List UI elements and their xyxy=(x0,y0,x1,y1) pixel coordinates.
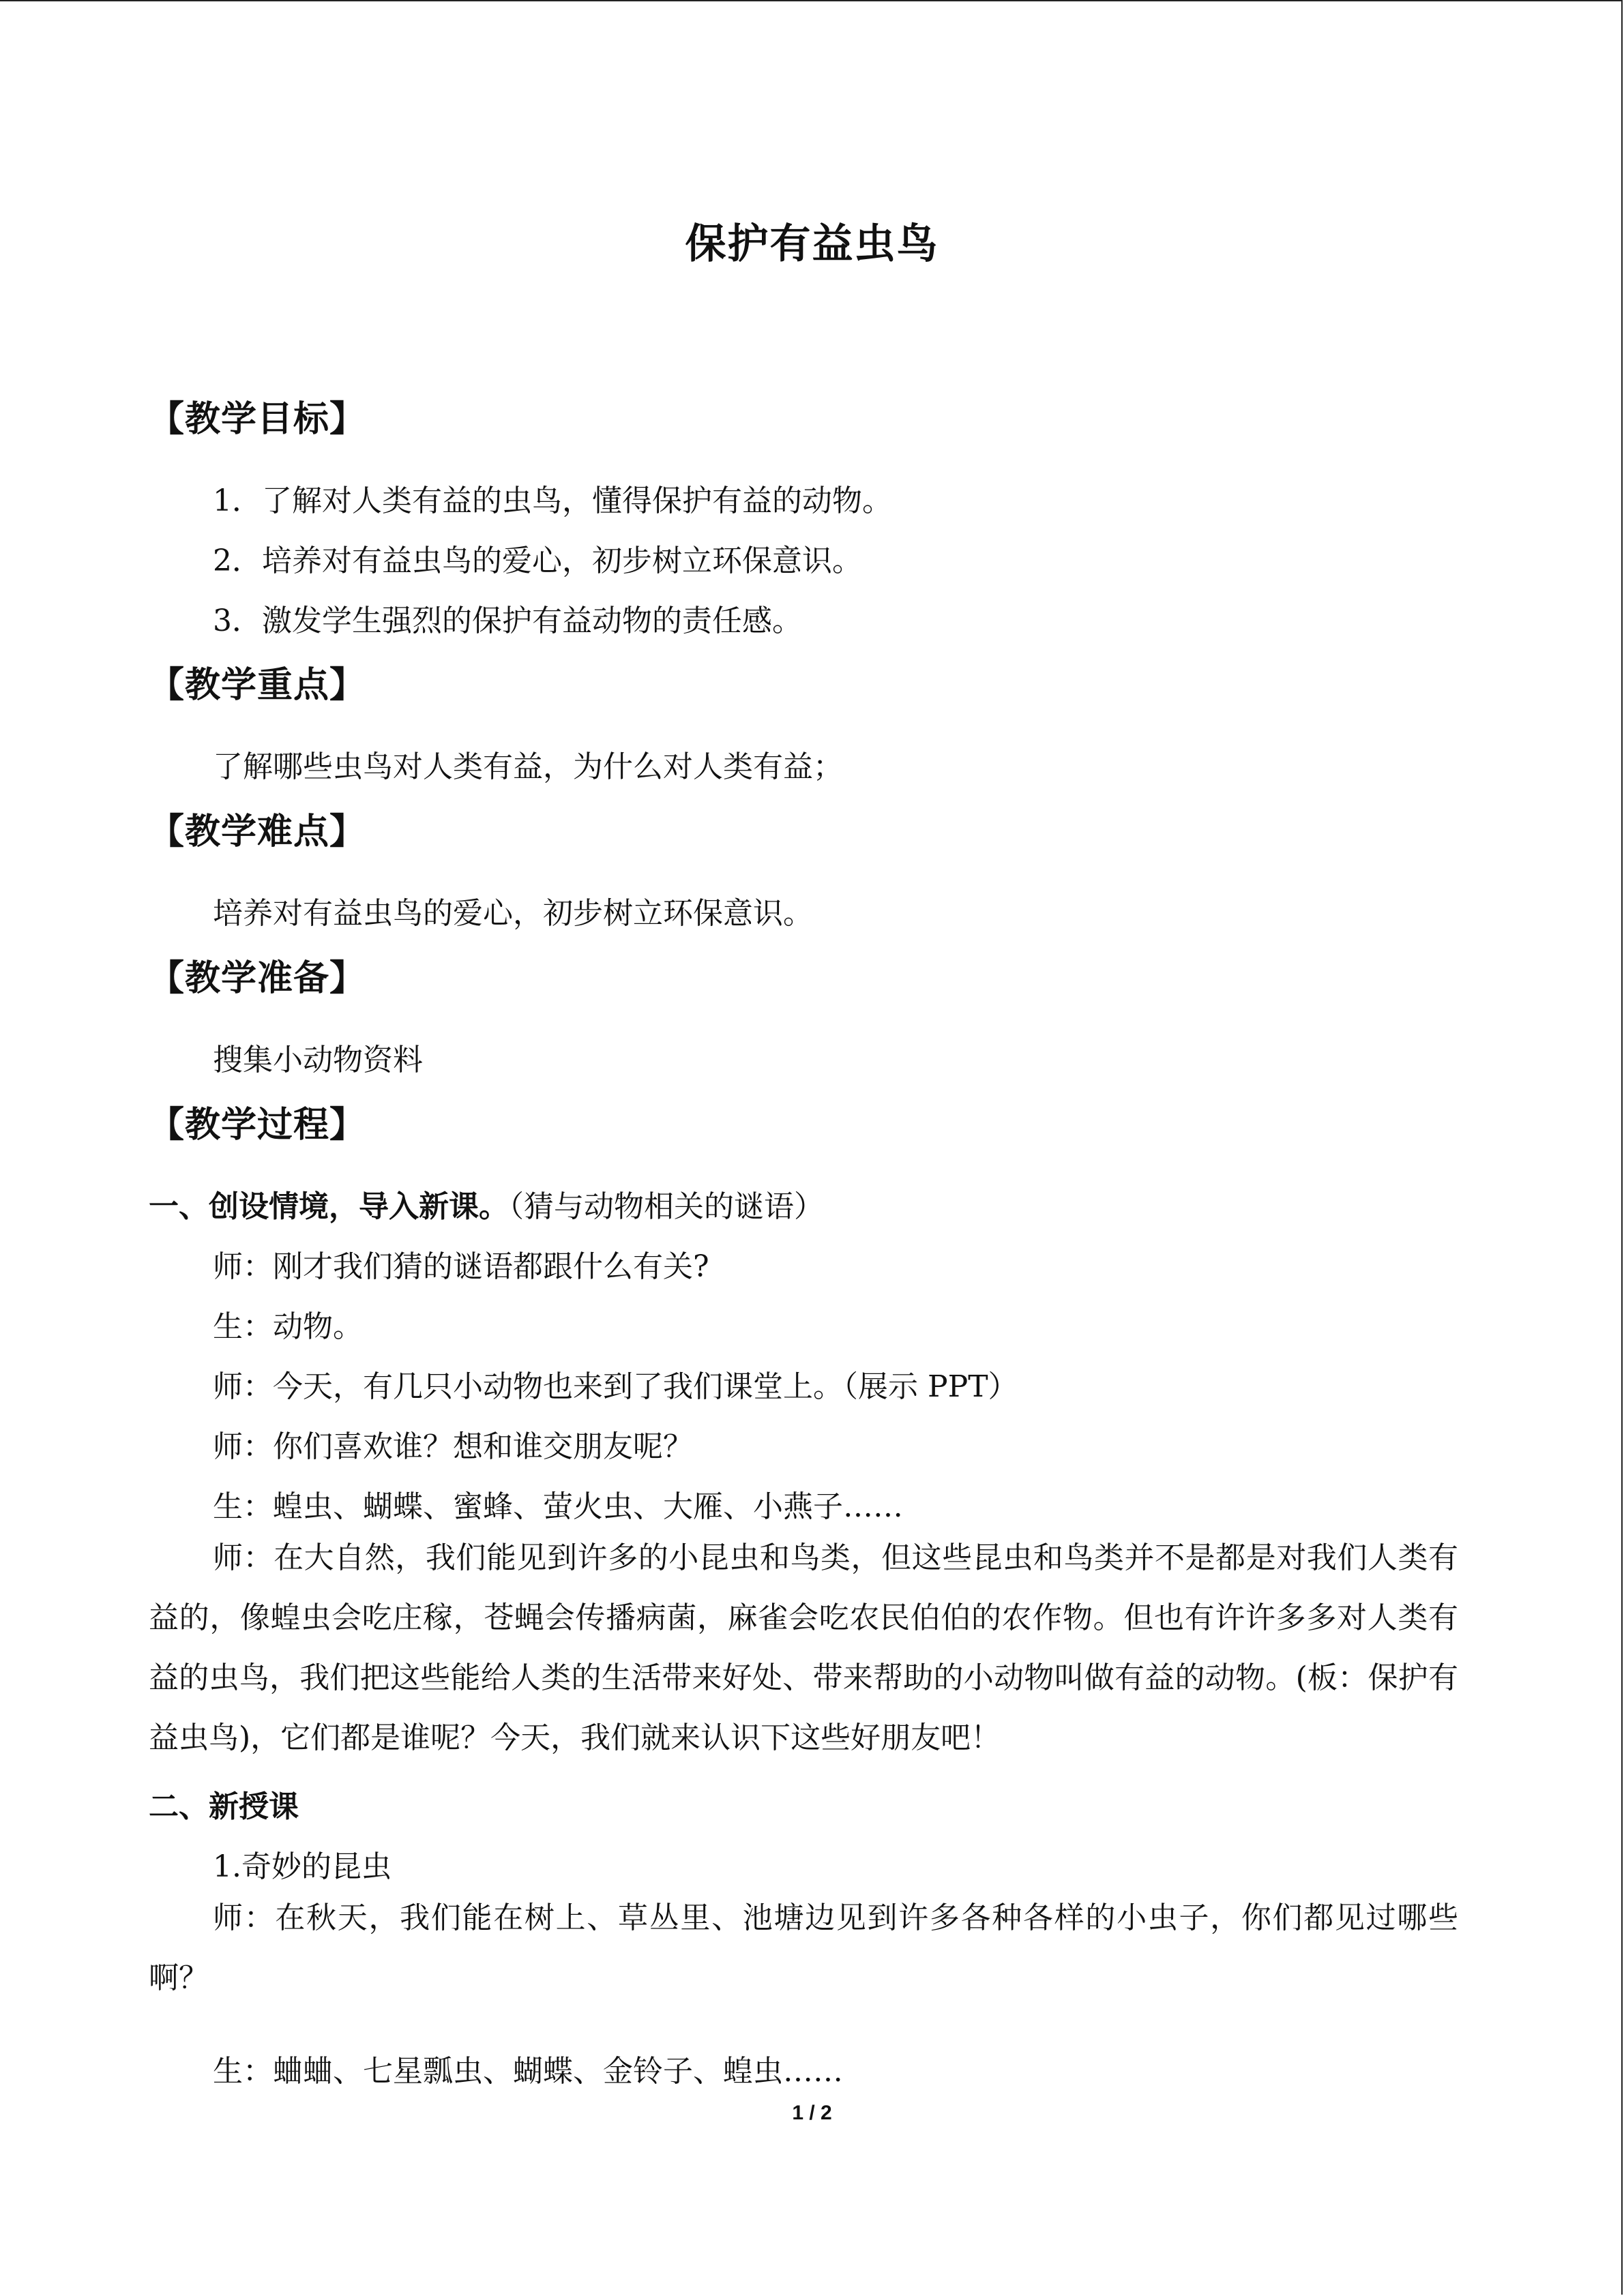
difficulties-text: 培养对有益虫鸟的爱心，初步树立环保意识。 xyxy=(213,896,813,931)
dialogue-line-1: 师：刚才我们猜的谜语都跟什么有关? xyxy=(213,1249,709,1284)
part2-subtitle: 1.奇妙的昆虫 xyxy=(213,1849,392,1884)
part2-last-line: 生：蛐蛐、七星瓢虫、蝴蝶、金铃子、蝗虫…… xyxy=(213,2054,843,2089)
part1-note: （猜与动物相关的谜语） xyxy=(509,1189,824,1224)
dialogue-line-5: 生：蝗虫、蝴蝶、蜜蜂、萤火虫、大雁、小燕子…… xyxy=(213,1489,903,1524)
dialogue-line-3: 师：今天，有几只小动物也来到了我们课堂上。（展示 PPT） xyxy=(213,1369,1018,1404)
part1-title: 一、创设情境，导入新课。 xyxy=(149,1189,509,1224)
difficulties-heading: 【教学难点】 xyxy=(149,811,366,852)
part2-title: 二、新授课 xyxy=(149,1789,299,1824)
key-points-text: 了解哪些虫鸟对人类有益，为什么对人类有益； xyxy=(213,749,843,784)
preparation-text: 搜集小动物资料 xyxy=(213,1043,423,1077)
page-number: 1 / 2 xyxy=(792,2102,832,2124)
objective-item-2: 2．培养对有益虫鸟的爱心，初步树立环保意识。 xyxy=(213,543,862,578)
objectives-heading: 【教学目标】 xyxy=(149,399,366,440)
part1-heading-line xyxy=(149,1182,824,1225)
process-heading: 【教学过程】 xyxy=(149,1105,366,1146)
dialogue-line-4: 师：你们喜欢谁？想和谁交朋友呢？ xyxy=(213,1429,693,1464)
preparation-heading: 【教学准备】 xyxy=(149,958,366,999)
dialogue-line-2: 生：动物。 xyxy=(213,1309,363,1344)
part2-paragraph: 师：在秋天，我们能在树上、草丛里、池塘边见到许多各种各样的小虫子，你们都见过哪些啊？ xyxy=(149,1900,1458,1995)
objective-item-3: 3．激发学生强烈的保护有益动物的责任感。 xyxy=(213,603,802,638)
part1-paragraph: 师：在大自然，我们能见到许多的小昆虫和鸟类，但这些昆虫和鸟类并不是都是对我们人类有益的，像蝗虫会吃庄稼，苍蝇会传播病菌，麻雀会吃农民伯伯的农作物。但也有许许多多对人类有益的虫鸟，我们把这些能给人类的生活带来好处、带来帮助的小动物叫做有益的动物。(板：保护有益虫鸟)，它们都是谁呢？今天，我们就来认识下这些好朋友吧！ xyxy=(149,1540,1458,1755)
key-points-heading: 【教学重点】 xyxy=(149,665,366,706)
objective-item-1: 1．了解对人类有益的虫鸟，懂得保护有益的动物。 xyxy=(213,483,892,518)
document-title: 保护有益虫鸟 xyxy=(685,220,939,268)
